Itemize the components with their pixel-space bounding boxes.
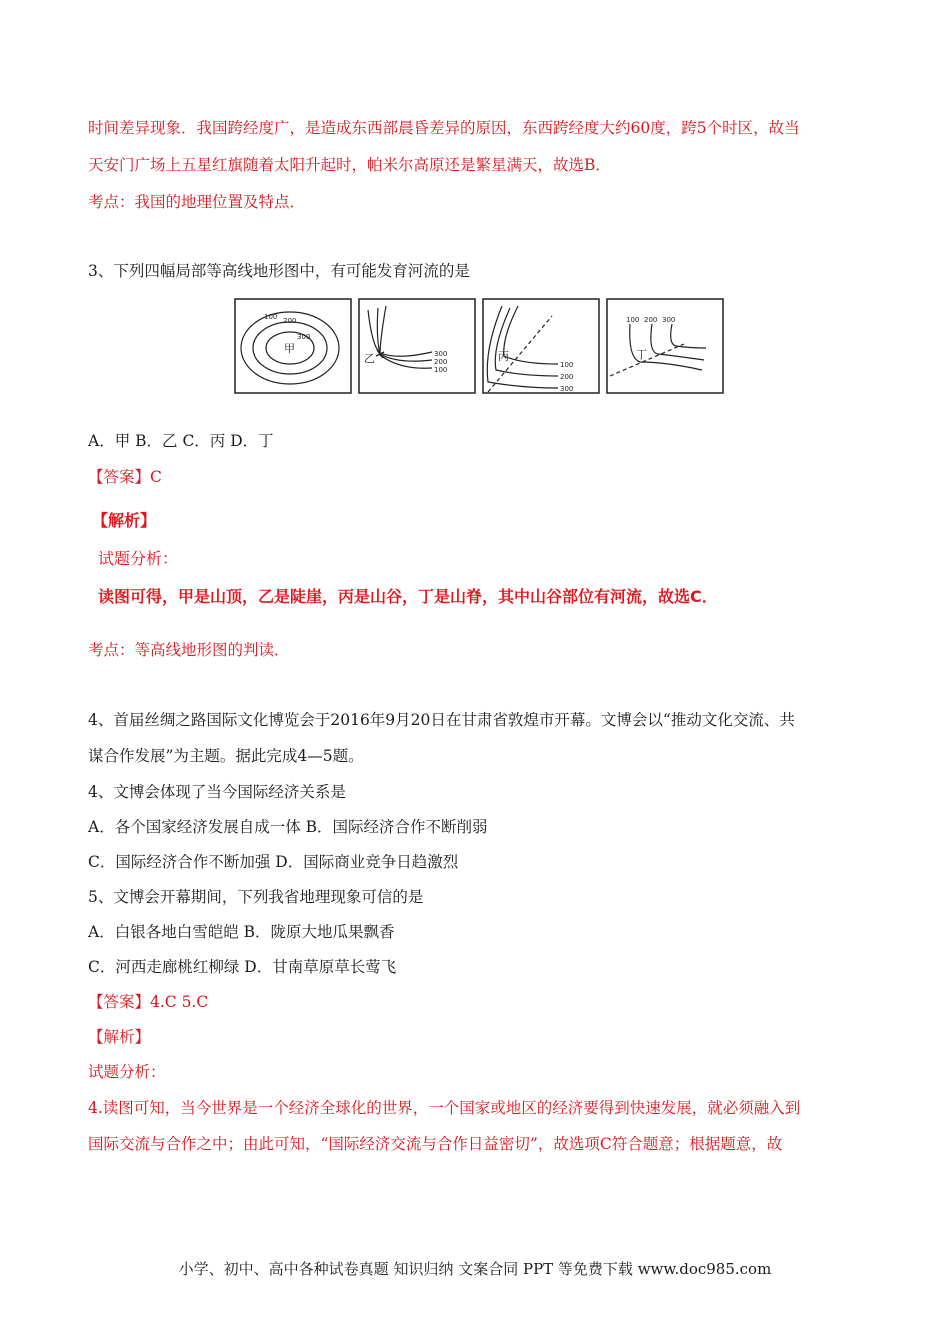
q4-intro-line-2: 谋合作发展”为主题。据此完成4—5题。: [88, 747, 364, 765]
contour-label: 200: [283, 317, 297, 325]
q4-options-cd: C．国际经济合作不断加强 D．国际商业竞争日趋激烈: [88, 853, 459, 871]
question-5: 5、文博会开幕期间，下列我省地理现象可信的是: [88, 888, 424, 906]
q45-jiexi-heading: 【解析】: [88, 1028, 151, 1046]
contour-label: 200: [644, 316, 658, 324]
q45-answer: 【答案】4.C 5.C: [88, 993, 209, 1011]
contour-label: 200: [560, 373, 574, 381]
contour-label: 100: [434, 366, 448, 374]
q3-explanation: 读图可得，甲是山顶，乙是陡崖，丙是山谷，丁是山脊，其中山谷部位有河流，故选C．: [98, 587, 718, 606]
contour-label: 100: [560, 361, 574, 369]
explanation-line-1: 时间差异现象．我国跨经度广，是造成东西部晨昏差异的原因，东西跨经度大约60度，跨5个时区，故当: [88, 119, 800, 137]
q3-options: A．甲 B．乙 C．丙 D．丁: [88, 432, 274, 450]
contour-label: 300: [662, 316, 676, 324]
contour-label: 300: [297, 333, 311, 341]
q3-fenxi-heading: 试题分析：: [98, 549, 179, 568]
q5-options-cd: C．河西走廊桃红柳绿 D．甘南草原草长莺飞: [88, 958, 397, 976]
contour-map-yi: [358, 298, 476, 394]
contour-label: 100: [626, 316, 640, 324]
contour-map-ding: [606, 298, 724, 394]
contour-map-bing: [482, 298, 600, 394]
contour-map-jia: [234, 298, 352, 394]
question-4: 4、文博会体现了当今国际经济关系是: [88, 783, 346, 801]
explanation-line-2: 天安门广场上五星红旗随着太阳升起时，帕米尔高原还是繁星满天，故选B．: [88, 156, 611, 174]
q3-jiexi-heading: 【解析】: [92, 511, 157, 530]
map-label: 甲: [284, 342, 295, 355]
q4-options-ab: A．各个国家经济发展自成一体 B．国际经济合作不断削弱: [88, 818, 488, 836]
q45-explanation-line-2: 国际交流与合作之中；由此可知，“国际经济交流与合作日益密切”，故选项C符合题意；根据题意，故: [88, 1135, 783, 1153]
q5-options-ab: A．白银各地白雪皑皑 B．陇原大地瓜果飘香: [88, 923, 395, 941]
q3-answer: 【答案】C: [88, 468, 162, 486]
map-label: 丙: [498, 350, 509, 363]
q45-fenxi-heading: 试题分析：: [88, 1063, 166, 1081]
contour-label: 100: [264, 313, 278, 321]
q4-intro-line-1: 4、首届丝绸之路国际文化博览会于2016年9月20日在甘肃省敦煌市开幕。文博会以“推动文化交流、共: [88, 711, 795, 729]
question-3: 3、下列四幅局部等高线地形图中，有可能发育河流的是: [88, 262, 470, 280]
q45-explanation-line-1: 4.读图可知，当今世界是一个经济全球化的世界，一个国家或地区的经济要得到快速发展，就必须融入到: [88, 1099, 801, 1117]
page-footer: 小学、初中、高中各种试卷真题 知识归纳 文案合同 PPT 等免费下载 www.doc985.com: [178, 1260, 772, 1278]
contour-label: 300: [560, 385, 574, 393]
map-label: 丁: [636, 348, 647, 361]
map-label: 乙: [364, 352, 375, 365]
q3-kaodian: 考点：等高线地形图的判读．: [88, 641, 290, 659]
contour-label: 300: [434, 350, 448, 358]
kaodian-q2: 考点：我国的地理位置及特点．: [88, 193, 306, 211]
contour-label: 200: [434, 358, 448, 366]
